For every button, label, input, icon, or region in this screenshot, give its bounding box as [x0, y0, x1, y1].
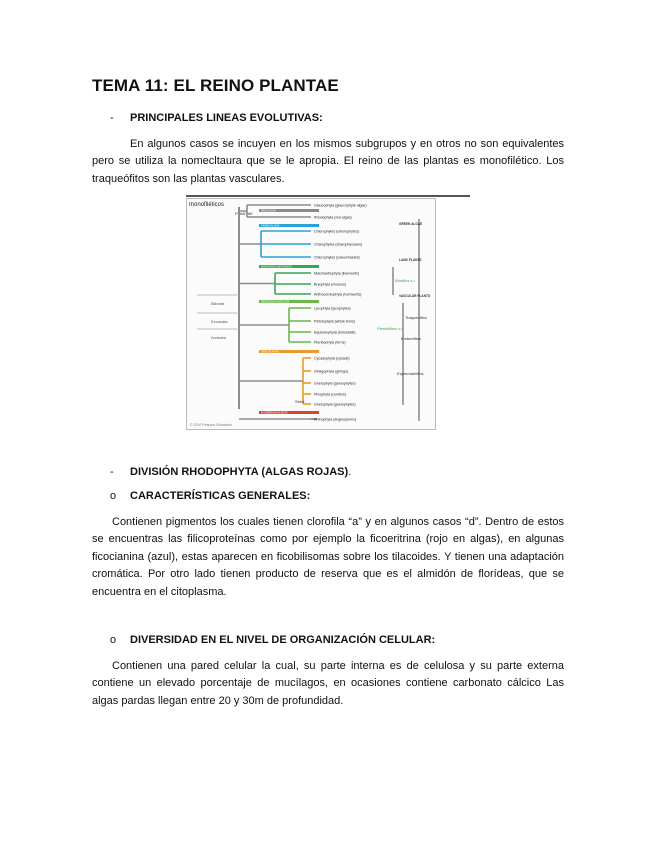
- figure-side-label-2: Excavata: [211, 319, 228, 324]
- taxon-label: Marchantiophyta (liverworts): [314, 271, 360, 276]
- taxon-label: Rhodophyta (red algae): [314, 215, 352, 220]
- phylogeny-figure: [186, 198, 436, 430]
- tree-branches: [197, 205, 317, 419]
- right-header: VASCULAR PLANTS: [399, 294, 431, 298]
- circle-bullet: o: [110, 490, 117, 502]
- dash-bullet: -: [110, 466, 114, 478]
- heading-period: .: [348, 466, 352, 478]
- group-band-label: GREEN ALGAE: [261, 224, 280, 228]
- section-diversidad: [110, 634, 435, 646]
- circle-bullet: o: [110, 634, 117, 646]
- taxon-label: Glaucophyta (glaucophyte algae): [314, 203, 367, 208]
- taxon-label: Pteridophyta (ferns): [314, 340, 346, 345]
- section-division-rhodophyta: [110, 466, 351, 478]
- taxon-label: Chlorophytes (chlorophytes): [314, 229, 359, 234]
- group-band-label: SEED PLANTS: [261, 350, 279, 354]
- phylogeny-tree: [187, 199, 435, 429]
- figure-label-plantae: PLANTAE: [235, 211, 253, 216]
- right-annotation: Traqueófitos: [405, 315, 427, 320]
- group-band-label: SEEDLESS VASCULAR: [261, 300, 290, 304]
- taxon-label: Lycophyta (lycophytes): [314, 306, 351, 311]
- figure-header-label: monofiléticos: [189, 202, 225, 208]
- group-band-label: NON-VASCULAR PLANTS: [261, 265, 293, 269]
- figure-top-rule: [186, 195, 470, 197]
- figure-caption: © 2010 Pearson Education: [190, 423, 232, 427]
- group-band-label: RED ALGAE: [261, 209, 276, 213]
- taxon-label: Equisetophyta (horsetails): [314, 330, 356, 335]
- right-annotation: Pteridófitos s.l.: [377, 326, 404, 331]
- dash-bullet: -: [110, 112, 114, 124]
- diversidad-paragraph: Contienen una pared celular la cual, su parte interna es de celulosa y su parte externa contiene un elevado porcentaje de mucílagos, en ocasiones contiene carbonato cálcico Las algas pardas llegan entre 20 y 30m de profundidad.: [92, 660, 564, 707]
- figure-bottom-label: Seed: [295, 399, 305, 404]
- right-header: LAND PLANTS: [399, 258, 422, 262]
- taxon-label: Anthophyta (angiosperms): [314, 417, 357, 422]
- right-annotation: Embriófitos: [401, 336, 422, 341]
- taxon-label: Chlorophytes (coleochaetes): [314, 255, 360, 260]
- intro-paragraph: En algunos casos se incuyen en los mismos subgrupos y en otros no son equivalentes pero se utiliza la nomecltaura que se le apropia. El reino de las plantas es monofilético. Los traqueófitos son las plantas vasculares.: [92, 138, 564, 185]
- right-annotations: [377, 219, 430, 421]
- taxon-label: Gnetophyta (gnetophytes): [314, 381, 356, 386]
- taxa-labels: [314, 204, 367, 422]
- taxon-label: Psilotophyta (whisk ferns): [314, 319, 355, 324]
- figure-side-label-3: Archaea: [211, 335, 226, 340]
- right-annotation: Espermatófitos: [397, 371, 424, 376]
- right-annotation: Briofitos s.l.: [395, 278, 416, 283]
- section-caracteristicas: [110, 490, 310, 502]
- page-title: TEMA 11: EL REINO PLANTAE: [92, 76, 339, 95]
- taxon-label: Cycadophyta (cycads): [314, 356, 350, 361]
- section-principales-lineas: [110, 112, 323, 124]
- taxon-label: Ginkgophyta (ginkgo): [314, 369, 349, 374]
- section-heading: PRINCIPALES LINEAS EVOLUTIVAS:: [130, 112, 323, 124]
- group-band-label: FLOWERING PLANTS: [261, 411, 288, 415]
- taxon-label: Anthocerotophyta (hornworts): [314, 292, 362, 297]
- taxon-label: Bryophyta (mosses): [314, 282, 346, 287]
- section-heading: DIVISIÓN RHODOPHYTA (ALGAS ROJAS): [130, 466, 349, 478]
- caracteristicas-paragraph: Contienen pigmentos los cuales tienen clorofila “a” y en algunos casos “d”. Dentro de estos se encuentras las filicoproteínas como por ejemplo la ficoeritrina (rojo en algas), en algunas ficocianina (azul), estas aparecen en ficobilisomas sobre los tilacoides. Y tienen una adaptación cromática. Por otro lado tienen producto de reserva que es el almidón de florídeas, que se encuentra en el citoplasma.: [92, 516, 564, 598]
- taxon-label: Pinophyta (conifers): [314, 392, 346, 397]
- figure-side-label-1: Bikonta: [211, 301, 225, 306]
- section-heading: DIVERSIDAD EN EL NIVEL DE ORGANIZACIÓN CELULAR:: [130, 634, 436, 646]
- right-header: GREEN ALGAE: [399, 222, 423, 226]
- taxon-label: Charophytes (charophyceans): [314, 242, 363, 247]
- taxon-label: Gnetophyta (gnetophytes): [314, 402, 356, 407]
- section-heading: CARACTERÍSTICAS GENERALES:: [130, 490, 311, 502]
